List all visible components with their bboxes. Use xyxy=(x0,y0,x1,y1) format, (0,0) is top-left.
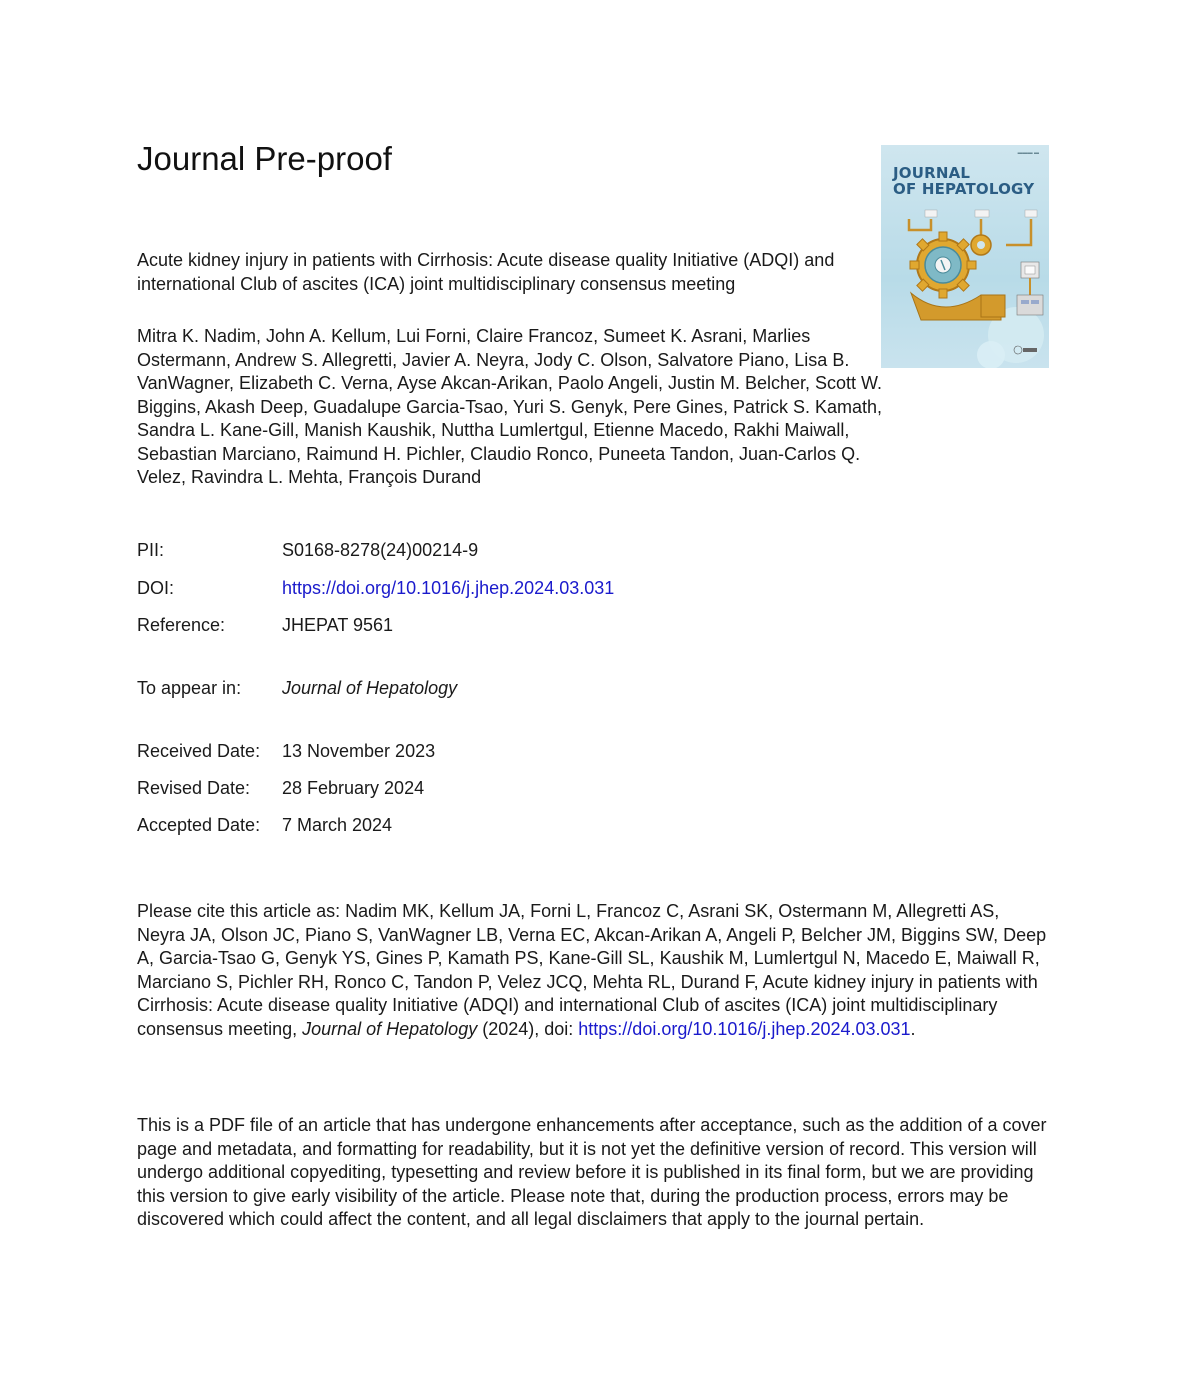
citation-journal: Journal of Hepatology xyxy=(302,1018,478,1039)
meta-pii-row xyxy=(137,539,478,562)
meta-accepted-row xyxy=(137,814,392,837)
cover-title xyxy=(893,165,1034,197)
meta-reference-row xyxy=(137,614,393,637)
pii-value: S0168-8278(24)00214-9 xyxy=(282,540,479,560)
reference-label: Reference: xyxy=(137,615,226,635)
meta-revised-row xyxy=(137,777,424,800)
journal-cover-image xyxy=(881,145,1049,368)
pii-label: PII: xyxy=(137,540,165,560)
page-title: Journal Pre-proof xyxy=(137,140,392,177)
citation-paragraph xyxy=(137,900,1052,1041)
cover-top-text: ▬▬▬ ▬ xyxy=(1017,150,1039,156)
doi-link[interactable]: https://doi.org/10.1016/j.jhep.2024.03.031 xyxy=(282,578,615,598)
revised-value: 28 February 2024 xyxy=(282,778,425,798)
citation-doi-link[interactable]: https://doi.org/10.1016/j.jhep.2024.03.031 xyxy=(578,1018,911,1039)
revised-label: Revised Date: xyxy=(137,778,251,798)
meta-doi-row xyxy=(137,577,614,600)
doi-label: DOI: xyxy=(137,578,175,598)
disclaimer-paragraph: This is a PDF file of an article that has undergone enhancements after acceptance, such as the addition of a cover page and metadata, and formatting for readability, but it is not yet the definitive version of record. This version will undergo additional copyediting, typesetting and review before it is published in its final form, but we are providing this version to give early visibility of the article. Please note that, during the production process, errors may be discovered which could affect the content, and all legal disclaimers that apply to the journal pertain. xyxy=(137,1115,1047,1229)
received-value: 13 November 2023 xyxy=(282,741,436,761)
cover-title-line1: JOURNAL xyxy=(893,164,971,182)
appear-value: Journal of Hepatology xyxy=(282,678,458,698)
reference-value: JHEPAT 9561 xyxy=(282,615,394,635)
accepted-value: 7 March 2024 xyxy=(282,815,393,835)
citation-text: Please cite this article as: Nadim MK, Kellum JA, Forni L, Francoz C, Asrani SK, Ostermann M, Allegretti AS, Neyra JA, Olson JC, Piano S, VanWagner LB, Verna EC, Akcan-Arikan A, Angeli P, Belcher JM, Biggins SW, Deep A, Garcia-Tsao G, Genyk YS, Gines P, Kamath PS, Kane-Gill SL, Kaushik M, Lumlertgul N, Macedo E, Maiwall R, Marciano S, Pichler RH, Ronco C, Tandon P, Velez JCQ, Mehta RL, Durand F, Acute kidney injury in patients with Cirrhosis: Acute disease quality Initiative (ADQI) and international Club of ascites (ICA) joint multidisciplinary consensus meeting, xyxy=(137,901,1047,1039)
appear-label: To appear in: xyxy=(137,678,242,698)
meta-appear-row xyxy=(137,677,457,700)
received-label: Received Date: xyxy=(137,741,261,761)
article-title: Acute kidney injury in patients with Cirrhosis: Acute disease quality Initiative (ADQI) and international Club of ascites (ICA) joint multidisciplinary consensus meeting xyxy=(137,250,835,294)
citation-end: . xyxy=(910,1018,916,1039)
meta-received-row xyxy=(137,740,435,763)
cover-title-line2: OF HEPATOLOGY xyxy=(893,180,1035,198)
author-list: Mitra K. Nadim, John A. Kellum, Lui Forni, Claire Francoz, Sumeet K. Asrani, Marlies Ostermann, Andrew S. Allegretti, Javier A. Neyra, Jody C. Olson, Salvatore Piano, Lisa B. VanWagner, Elizabeth C. Verna, Ayse Akcan-Arikan, Paolo Angeli, Justin M. Belcher, Scott W. Biggins, Akash Deep, Guadalupe Garcia-Tsao, Yuri S. Genyk, Pere Gines, Patrick S. Kamath, Sandra L. Kane-Gill, Manish Kaushik, Nuttha Lumlertgul, Etienne Macedo, Rakhi Maiwall, Sebastian Marciano, Raimund H. Pichler, Claudio Ronco, Puneeta Tandon, Juan-Carlos Q. Velez, Ravindra L. Mehta, François Durand xyxy=(137,326,883,487)
citation-year-doi: (2024), doi: xyxy=(477,1018,579,1039)
accepted-label: Accepted Date: xyxy=(137,815,261,835)
